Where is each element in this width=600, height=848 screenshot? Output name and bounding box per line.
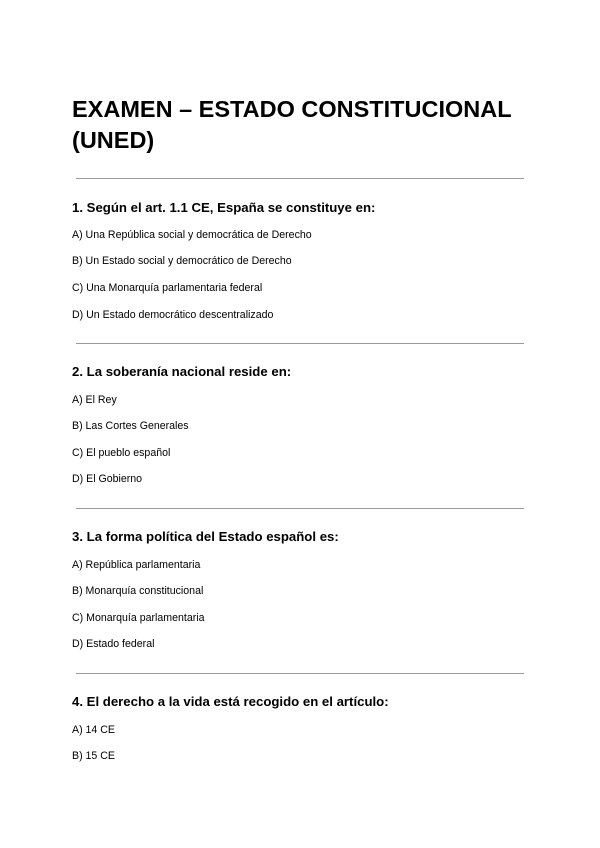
question-2-option-d: D) El Gobierno: [72, 473, 143, 485]
section-divider: [76, 178, 524, 179]
section-divider: [76, 343, 524, 344]
question-4-option-a: A) 14 CE: [72, 724, 115, 736]
question-1-option-b: B) Un Estado social y democrático de Derecho: [72, 255, 292, 267]
question-1-text: 1. Según el art. 1.1 CE, España se constituye en:: [72, 200, 376, 215]
question-1-option-d: D) Un Estado democrático descentralizado: [72, 309, 274, 321]
question-2-option-b: B) Las Cortes Generales: [72, 420, 189, 432]
question-3-option-c: C) Monarquía parlamentaria: [72, 612, 205, 624]
exam-title: EXAMEN – ESTADO CONSTITUCIONAL (UNED): [72, 96, 512, 153]
question-4-text: 4. El derecho a la vida está recogido en el artículo:: [72, 694, 389, 709]
question-4-option-b: B) 15 CE: [72, 750, 115, 762]
question-2-option-a: A) El Rey: [72, 394, 117, 406]
section-divider: [76, 508, 524, 509]
section-divider: [76, 673, 524, 674]
question-2-option-c: C) El pueblo español: [72, 447, 171, 459]
question-1-option-a: A) Una República social y democrática de Derecho: [72, 229, 312, 241]
question-2-text: 2. La soberanía nacional reside en:: [72, 364, 292, 379]
question-3-option-a: A) República parlamentaria: [72, 559, 201, 571]
question-1-option-c: C) Una Monarquía parlamentaria federal: [72, 282, 263, 294]
question-3-text: 3. La forma política del Estado español es:: [72, 529, 339, 544]
question-3-option-b: B) Monarquía constitucional: [72, 585, 204, 597]
question-3-option-d: D) Estado federal: [72, 638, 155, 650]
